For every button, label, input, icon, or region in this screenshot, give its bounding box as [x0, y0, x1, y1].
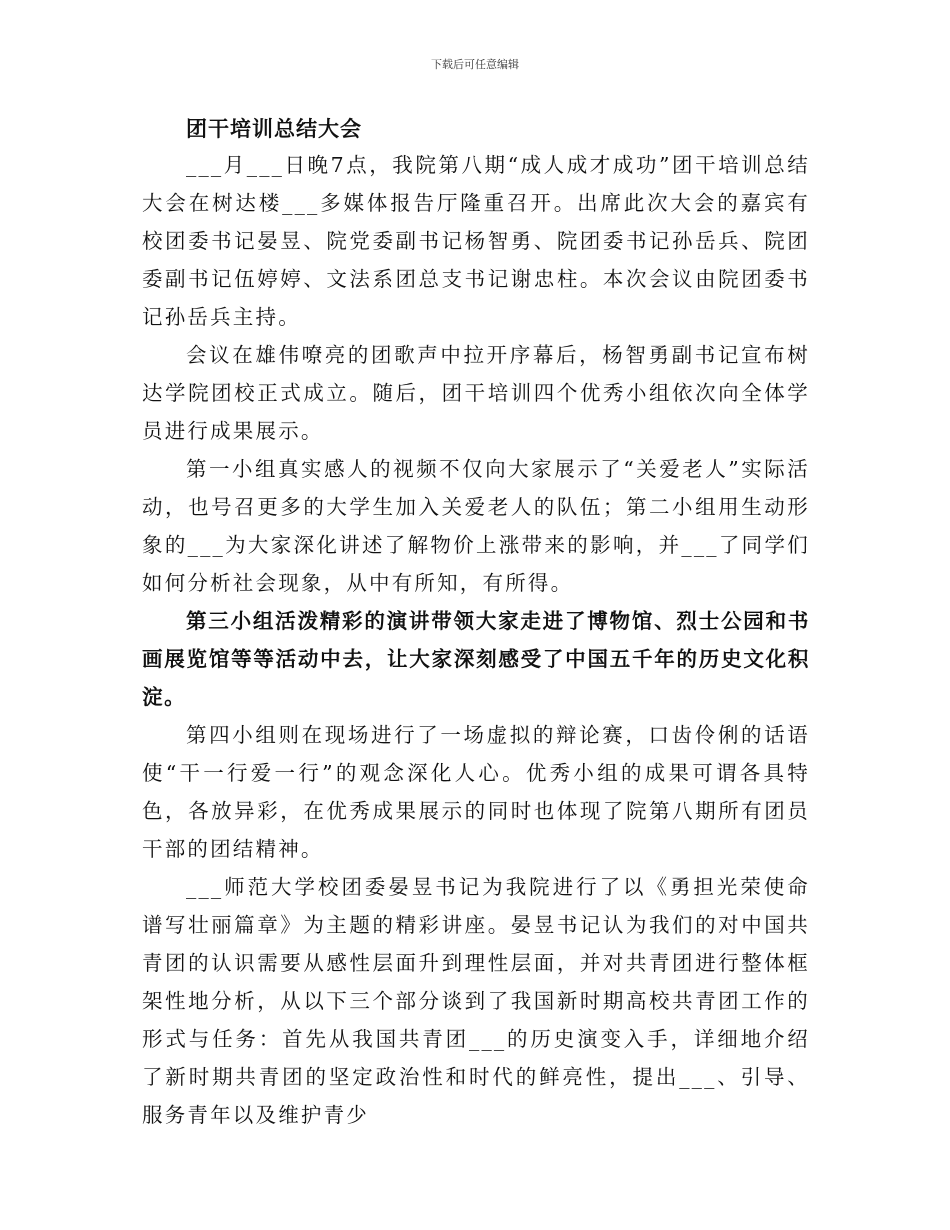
- header-note: 下载后可任意编辑: [431, 58, 519, 71]
- paragraph-group-three: 第三小组活泼精彩的演讲带领大家走进了博物馆、烈士公园和书画展览馆等等活动中去，让大家深刻感受了中国五千年的历史文化积淀。: [142, 609, 810, 709]
- document-title: 团干培训总结大会: [186, 116, 362, 141]
- paragraph-groups-one-two: 第一小组真实感人的视频不仅向大家展示了“关爱老人”实际活动，也号召更多的大学生加入关爱老人的队伍；第二小组用生动形象的___为大家深化讲述了解物价上涨带来的影响，并___了同学们如何分析社会现象，从中有所知，有所得。: [142, 457, 810, 595]
- document-body: [142, 112, 810, 1134]
- paragraph-group-four: 第四小组则在现场进行了一场虚拟的辩论赛，口齿伶俐的话语使“干一行爱一行”的观念深化人心。优秀小组的成果可谓各具特色，各放异彩，在优秀成果展示的同时也体现了院第八期所有团员干部的团结精神。: [142, 723, 810, 861]
- paragraph-opening: ___月___日晚7点，我院第八期“成人成才成功”团干培训总结大会在树达楼___多媒体报告厅隆重召开。出席此次大会的嘉宾有校团委书记晏昱、院党委副书记杨智勇、院团委书记孙岳兵、院团委副书记伍婷婷、文法系团总支书记谢忠柱。本次会议由院团委书记孙岳兵主持。: [142, 153, 810, 329]
- paragraph-lecture: ___师范大学校团委晏昱书记为我院进行了以《勇担光荣使命谱写壮丽篇章》为主题的精彩讲座。晏昱书记认为我们的对中国共青团的认识需要从感性层面升到理性层面，并对共青团进行整体框架性地分析，从以下三个部分谈到了我国新时期高校共青团工作的形式与任务：首先从我国共青团___的历史演变入手，详细地介绍了新时期共青团的坚定政治性和时代的鲜亮性，提出___、引导、服务青年以及维护青少: [142, 875, 810, 1127]
- paragraph-ceremony: 会议在雄伟嘹亮的团歌声中拉开序幕后，杨智勇副书记宣布树达学院团校正式成立。随后，团干培训四个优秀小组依次向全体学员进行成果展示。: [142, 343, 810, 443]
